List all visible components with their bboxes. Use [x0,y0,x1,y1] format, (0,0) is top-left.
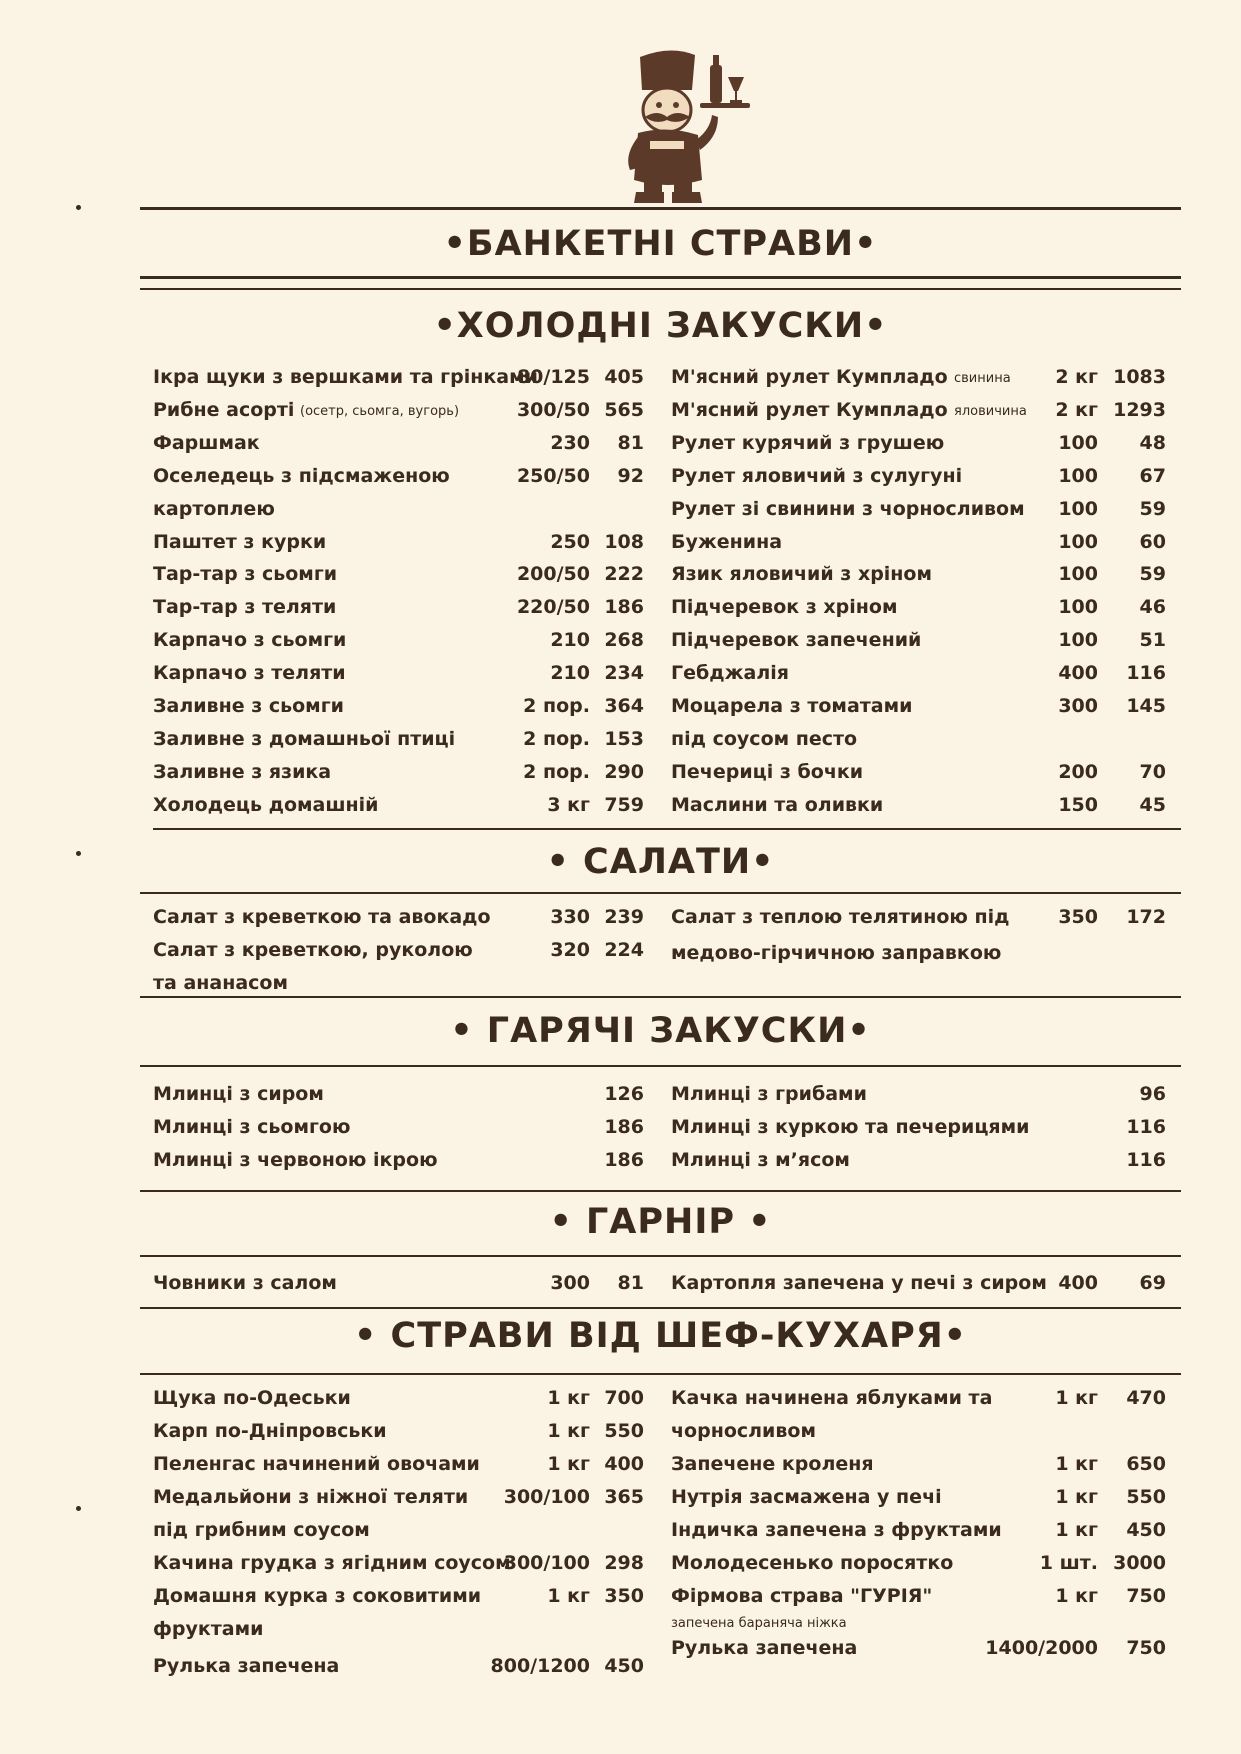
menu-item [671,1149,1166,1179]
menu-item [671,1585,1166,1615]
menu-item [153,498,644,528]
menu-item [671,1083,1166,1113]
menu-item-name: Човники з салом [153,1272,337,1294]
menu-item-price: 290 [604,760,644,783]
menu-item-weight: 1 кг [1055,1387,1098,1409]
menu-item-weight: 1 кг [547,1453,590,1475]
menu-item-name: картоплею [153,497,275,520]
menu-item-name: Домашня курка з соковитими [153,1585,482,1607]
menu-item-name: М'ясний рулет Кумпладо [671,366,948,388]
menu-item-name: Пеленгас начинений овочами [153,1453,480,1475]
menu-item-name: Рулет курячий з грушею [671,431,945,454]
banquet-title: •БАНКЕТНІ СТРАВИ• [443,224,878,264]
menu-item-weight: 300 [1058,695,1098,717]
menu-item-weight: 220/50 [516,596,590,619]
menu-item [153,399,644,429]
menu-item-price: 67 [1139,464,1166,487]
divider [140,1190,1181,1192]
hot-appetizers-title: • ГАРЯЧІ ЗАКУСКИ• [450,1011,871,1051]
menu-item-price: 45 [1139,793,1166,816]
menu-item-name: Качина грудка з ягідним соусом [153,1552,511,1574]
menu-item-weight: 400 [1058,662,1098,685]
menu-item-price: 186 [604,596,644,619]
menu-item-note: яловичина [954,403,1027,419]
menu-item [153,563,644,593]
menu-item-weight: 100 [1058,629,1098,652]
menu-item-weight: 2 пор. [523,727,590,750]
menu-item-weight: 250 [550,530,590,553]
menu-item-price: 298 [604,1552,644,1574]
menu-item-name: Салат з креветкою та авокадо [153,906,491,928]
menu-item-price: 96 [1139,1083,1166,1105]
menu-item-price: 364 [604,695,644,717]
menu-item-price: 350 [604,1585,644,1607]
menu-item-price: 51 [1139,629,1166,652]
menu-item-name: чорносливом [671,1420,816,1442]
menu-item-weight: 100 [1058,530,1098,553]
menu-item-name: Картопля запечена у печі з сиром [671,1272,1047,1294]
divider [140,1065,1181,1067]
divider [140,288,1181,290]
menu-item-weight: 100 [1058,464,1098,487]
menu-item [671,1420,1166,1450]
menu-item-price: 108 [604,530,644,553]
menu-item [671,432,1166,462]
divider [153,828,1181,830]
menu-item-price: 450 [604,1655,644,1677]
menu-item-name: Салат з теплою телятиною під [671,906,1010,928]
menu-item [671,1486,1166,1516]
menu-item [671,629,1166,659]
divider [140,1373,1181,1375]
menu-item [153,432,644,462]
menu-item-name: Млинці з сьомгою [153,1116,351,1138]
menu-item-name: Млинці з м’ясом [671,1149,850,1171]
menu-item-name: Салат з креветкою, руколою [153,939,473,961]
menu-item-price: 1083 [1113,366,1166,388]
menu-item [671,563,1166,593]
menu-item-name: Рулет зі свинини з чорносливом [671,497,1025,520]
menu-item [671,1116,1166,1146]
menu-item-name: Млинці з грибами [671,1083,867,1105]
menu-item-weight: 3 кг [547,793,590,816]
menu-item-name: Паштет з курки [153,530,327,553]
menu-item-name: під соусом песто [671,727,858,750]
menu-item-name: Заливне з язика [153,760,332,783]
menu-item-price: 81 [617,1272,644,1294]
menu-item [671,1637,1166,1667]
menu-item-weight: 210 [550,629,590,652]
menu-item-weight: 2 пор. [523,695,590,717]
menu-item-name: Нутрія засмажена у печі [671,1486,942,1508]
menu-item-price: 116 [1126,1116,1166,1138]
menu-item [153,794,644,824]
margin-dot [76,851,81,856]
menu-item-name: Щука по-Одеськи [153,1387,351,1409]
menu-item-price: 116 [1126,662,1166,685]
menu-item [153,366,644,396]
menu-item-price: 186 [604,1116,644,1138]
menu-item-name: Оселедець з підсмаженою [153,464,450,487]
menu-item-weight: 1 шт. [1039,1552,1098,1574]
menu-item-name: Карп по-Дніпровськи [153,1420,387,1442]
menu-item [153,1149,644,1179]
menu-item [153,695,644,725]
menu-item-price: 222 [604,563,644,586]
menu-item [671,1519,1166,1549]
menu-item [153,1453,644,1483]
divider [140,1307,1181,1309]
menu-item-price: 1293 [1113,398,1166,421]
menu-item-weight: 210 [550,662,590,685]
menu-item-weight: 250/50 [516,464,590,487]
menu-item-name: Заливне з домашньої птиці [153,727,456,750]
menu-item-price: 60 [1139,530,1166,553]
divider [140,1255,1181,1257]
menu-item-name: Моцарела з томатами [671,695,913,717]
menu-item-weight: 1 кг [1055,1486,1098,1508]
divider [140,276,1181,279]
menu-item-weight: 1 кг [1055,1519,1098,1541]
menu-item [671,1552,1166,1582]
menu-item-price: 59 [1139,563,1166,586]
menu-item [153,1552,644,1582]
menu-item-name: Підчеревок запечений [671,629,922,652]
menu-item [671,399,1166,429]
menu-item [671,1387,1166,1417]
menu-item-weight: 300/100 [503,1486,590,1508]
menu-item-price: 470 [1126,1387,1166,1409]
menu-item [671,1453,1166,1483]
menu-item-price: 400 [604,1453,644,1475]
menu-item-price: 365 [604,1486,644,1508]
menu-item-name: Заливне з сьомги [153,695,344,717]
menu-item-price: 239 [604,906,644,928]
menu-item [671,498,1166,528]
menu-item-weight: 150 [1058,793,1098,816]
menu-item-price: 650 [1126,1453,1166,1475]
menu-item-name: Підчеревок з хріном [671,596,898,619]
menu-item-price: 565 [604,398,644,421]
menu-item [153,596,644,626]
menu-item [671,465,1166,495]
menu-item-name: М'ясний рулет Кумпладо [671,398,948,421]
menu-item-price: 46 [1139,596,1166,619]
menu-item-weight: 800/1200 [490,1655,590,1677]
menu-item-name: та ананасом [153,972,289,994]
menu-item [153,1420,644,1450]
menu-item [153,1585,644,1615]
menu-item-name: Млинці з сиром [153,1083,324,1105]
menu-item-weight: 1 кг [547,1585,590,1607]
menu-item-weight: 100 [1058,431,1098,454]
menu-item-name: Медальйони з ніжної теляти [153,1486,469,1508]
menu-item-name: під грибним соусом [153,1519,370,1541]
menu-item-weight: 200/50 [516,563,590,586]
menu-item-price: 405 [604,366,644,388]
menu-item [153,939,644,969]
menu-item [671,761,1166,791]
menu-item-weight: 1 кг [547,1387,590,1409]
menu-item [153,1486,644,1516]
divider [140,892,1181,894]
menu-item-name: Фірмова страва "ГУРІЯ" [671,1585,933,1607]
menu-item [671,942,1166,972]
menu-item-price: 126 [604,1083,644,1105]
garnish-title: • ГАРНІР • [549,1202,772,1242]
menu-item-name: Гебджалія [671,662,789,685]
menu-item-price: 268 [604,629,644,652]
menu-item-weight: 2 кг [1055,366,1098,388]
menu-item-name: Буженина [671,530,783,553]
menu-item-weight: 230 [550,431,590,454]
divider [140,996,1181,998]
menu-item-weight: 1 кг [1055,1585,1098,1607]
menu-item-name: Млинці з куркою та печерицями [671,1116,1030,1138]
menu-item-weight: 100 [1058,563,1098,586]
menu-item-weight: 330 [550,906,590,928]
menu-item [153,1655,644,1685]
margin-dot [76,1506,81,1511]
menu-item-weight: 400 [1058,1272,1098,1294]
menu-item-name: Рулька запечена [153,1655,340,1677]
menu-item-weight: 200 [1058,760,1098,783]
menu-item [671,596,1166,626]
menu-item-price: 550 [1126,1486,1166,1508]
menu-item-name: Маслини та оливки [671,793,884,816]
menu-item-weight: 100 [1058,497,1098,520]
menu-item-price: 92 [617,464,644,487]
menu-item [671,728,1166,758]
menu-item [153,629,644,659]
margin-dot [76,205,81,210]
menu-item-name: Ікра щуки з вершками та грінками [153,366,538,388]
divider [140,207,1181,210]
menu-item [153,662,644,692]
menu-item-weight: 100 [1058,596,1098,619]
menu-item [671,906,1166,936]
menu-item [671,662,1166,692]
menu-item-weight: 1 кг [1055,1453,1098,1475]
menu-item-name: Язик яловичий з хріном [671,563,933,586]
menu-item-weight: 350 [1058,906,1098,928]
menu-item-name: Індичка запечена з фруктами [671,1519,1002,1541]
menu-item-weight: 2 пор. [523,760,590,783]
menu-item-price: 69 [1139,1272,1166,1294]
menu-item-name: Млинці з червоною ікрою [153,1149,438,1171]
menu-item-name: Запечене кроленя [671,1453,874,1475]
menu-item-name: Фаршмак [153,431,260,454]
menu-item-price: 153 [604,727,644,750]
menu-item [153,465,644,495]
menu-item [671,1272,1166,1302]
menu-item-weight: 2 кг [1055,398,1098,421]
menu-item-weight: 300 [550,1272,590,1294]
waiter-mascot-icon [600,45,750,205]
menu-item [153,1116,644,1146]
menu-item [153,728,644,758]
menu-item-price: 59 [1139,497,1166,520]
menu-item-name: Печериці з бочки [671,760,864,783]
menu-item-note: свинина [954,371,1011,386]
menu-item [153,1519,644,1549]
menu-item-name: Карпачо з сьомги [153,629,347,652]
menu-item-weight: 320 [550,939,590,961]
menu-item-note: (осетр, сьомга, вугорь) [300,403,460,419]
menu-item-weight: 1400/2000 [985,1637,1098,1659]
menu-item [153,761,644,791]
menu-item [671,695,1166,725]
menu-item-price: 450 [1126,1519,1166,1541]
menu-item-price: 145 [1126,695,1166,717]
menu-item-price: 81 [617,431,644,454]
menu-item-price: 70 [1139,760,1166,783]
menu-item-name: фруктами [153,1618,264,1640]
menu-item-name: Рулька запечена [671,1637,858,1659]
menu-item-price: 48 [1139,431,1166,454]
menu-item-weight: 80/125 [516,366,590,388]
menu-item [153,1618,644,1648]
menu-item-price: 3000 [1113,1552,1166,1574]
menu-item [153,1083,644,1113]
menu-item-name: Тар-тар з теляти [153,596,337,619]
menu-item-name: медово-гірчичною заправкою [671,942,1002,964]
menu-item [153,531,644,561]
menu-item-name: Карпачо з теляти [153,662,346,685]
menu-item-price: 750 [1126,1637,1166,1659]
menu-item [671,531,1166,561]
salads-title: • САЛАТИ• [546,842,775,882]
menu-item-weight: 300/100 [503,1552,590,1574]
menu-item-price: 550 [604,1420,644,1442]
menu-item-price: 224 [604,939,644,961]
menu-item-name: Рибне асорті [153,398,295,421]
menu-item-weight: 1 кг [547,1420,590,1442]
menu-item [153,906,644,936]
menu-item [671,366,1166,396]
menu-item-name: Рулет яловичий з сулугуні [671,464,963,487]
menu-item-price: 700 [604,1387,644,1409]
menu-item-price: 186 [604,1149,644,1171]
menu-item [153,1387,644,1417]
menu-item-name: Молодесенько поросятко [671,1552,954,1574]
menu-item-name: Холодець домашній [153,793,379,816]
chef-dishes-title: • СТРАВИ ВІД ШЕФ-КУХАРЯ• [353,1316,968,1356]
menu-item-price: 116 [1126,1149,1166,1171]
menu-item-price: 172 [1126,906,1166,928]
menu-item-price: 234 [604,662,644,685]
chef-dish-note: запечена баранячa ніжка [671,1616,847,1631]
menu-item [153,1272,644,1302]
menu-item-name: Тар-тар з сьомги [153,563,338,586]
menu-item-weight: 300/50 [516,398,590,421]
menu-item-price: 759 [604,793,644,816]
menu-item-price: 750 [1126,1585,1166,1607]
menu-item [671,794,1166,824]
cold-appetizers-title: •ХОЛОДНІ ЗАКУСКИ• [433,306,888,346]
menu-item-name: Качка начинена яблуками та [671,1387,993,1409]
